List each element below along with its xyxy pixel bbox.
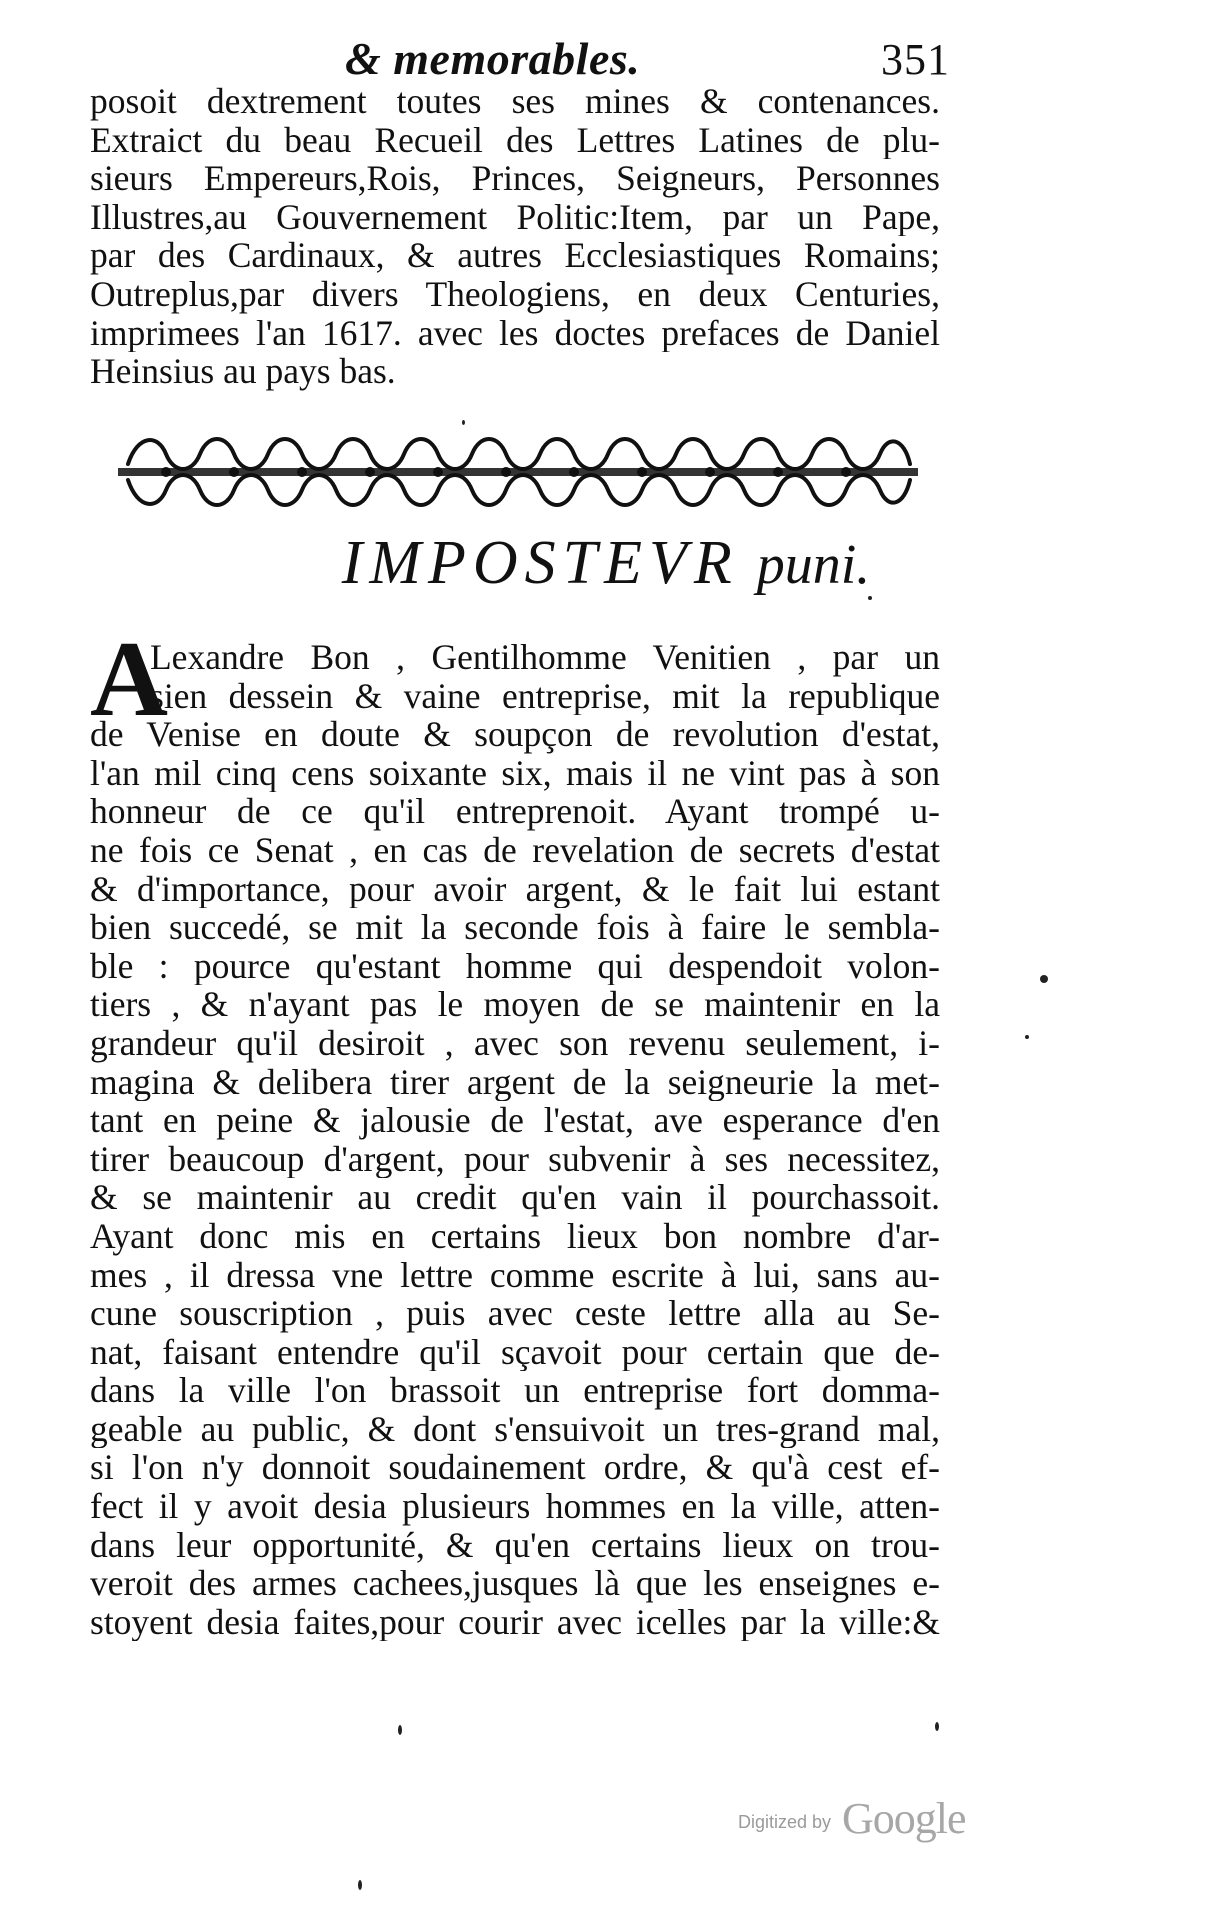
text-line: Outreplus,par divers Theologiens, en deux Centuries, — [90, 274, 940, 314]
text-line: tiers , & n'ayant pas le moyen de se maintenir en la — [90, 985, 940, 1024]
text-line: Ayant donc mis en certains lieux bon nombre d'ar- — [90, 1216, 940, 1256]
text-line: sieurs Empereurs,Rois, Princes, Seigneurs, Personnes — [90, 159, 940, 198]
heading-main: IMPOSTEVR — [341, 529, 739, 597]
body-paragraph — [90, 638, 940, 1641]
running-title: & memorables. — [345, 33, 641, 84]
text-line: fect il y avoit desia plusieurs hommes en la ville, atten- — [90, 1487, 940, 1526]
text-line: tirer beaucoup d'argent, pour subvenir à ses necessitez, — [90, 1139, 940, 1179]
text-line: mes , il dressa vne lettre comme escrite à lui, sans au- — [90, 1255, 940, 1295]
text-line: Extraict du beau Recueil des Lettres Latines de plu- — [90, 120, 940, 160]
digitized-by-label: Digitized by — [738, 1812, 832, 1832]
ink-speck — [935, 1722, 939, 1731]
text-line: de Venise en doute & soupçon de revolution d'estat, — [90, 715, 940, 754]
ink-speck — [398, 1725, 402, 1735]
text-line: bien succedé, se mit la seconde fois à faire le sembla- — [90, 908, 940, 947]
ink-speck — [868, 596, 872, 600]
drop-cap: A — [90, 620, 168, 739]
text-line: Lexandre Bon , Gentilhomme Venitien , par un — [150, 638, 940, 677]
text-line: Illustres,au Gouvernement Politic:Item, par un Pape, — [90, 197, 940, 237]
text-line: geable au public, & dont s'ensuivoit un tres-grand mal, — [90, 1409, 940, 1449]
top-paragraph — [90, 82, 940, 391]
text-line: imprimees l'an 1617. avec les doctes prefaces de Daniel — [90, 313, 940, 353]
text-line: l'an mil cinq cens soixante six, mais il ne vint pas à son — [90, 753, 940, 793]
text-line: Heinsius au pays bas. — [90, 352, 396, 391]
text-line: sien dessein & vaine entreprise, mit la republique — [150, 676, 940, 716]
page-number: 351 — [881, 35, 950, 84]
text-line: & d'importance, pour avoir argent, & le fait lui estant — [90, 869, 940, 909]
text-line: par des Cardinaux, & autres Ecclesiastiques Romains; — [90, 236, 940, 275]
text-line: posoit dextrement toutes ses mines & contenances. — [90, 82, 940, 121]
text-line: grandeur qu'il desiroit , avec son revenu seulement, i- — [90, 1023, 940, 1063]
ink-speck — [1025, 1035, 1029, 1039]
text-line: ne fois ce Senat , en cas de revelation de secrets d'estat — [90, 830, 940, 870]
heading-sub: puni. — [756, 534, 871, 596]
text-line: veroit des armes cachees,jusques là que les enseignes e- — [90, 1564, 940, 1603]
text-line: dans la ville l'on brassoit un entreprise fort domma- — [90, 1371, 940, 1410]
text-line: nat, faisant entendre qu'il sçavoit pour certain que de- — [90, 1332, 940, 1372]
text-line: cune souscription , puis avec ceste lettre alla au Se- — [90, 1294, 940, 1333]
text-line: magina & delibera tirer argent de la seigneurie la met- — [90, 1062, 940, 1102]
text-line: ble : pource qu'estant homme qui despendoit volon- — [90, 946, 940, 986]
google-logo: Google — [842, 1794, 966, 1843]
text-line: stoyent desia faites,pour courir avec icelles par la ville:& — [90, 1602, 940, 1642]
ink-speck — [358, 1880, 362, 1890]
text-line: & se maintenir au credit qu'en vain il pourchassoit. — [90, 1178, 940, 1217]
ink-speck — [1040, 975, 1048, 983]
ink-speck — [462, 420, 465, 425]
text-line: dans leur opportunité, & qu'en certains lieux on trou- — [90, 1525, 940, 1565]
text-line: si l'on n'y donnoit soudainement ordre, & qu'à cest ef- — [90, 1448, 940, 1488]
text-line: honneur de ce qu'il entreprenoit. Ayant trompé u- — [90, 792, 940, 831]
section-heading — [0, 528, 1212, 599]
text-line: tant en peine & jalousie de l'estat, ave esperance d'en — [90, 1101, 940, 1140]
decorative-ornament-band — [118, 424, 918, 518]
